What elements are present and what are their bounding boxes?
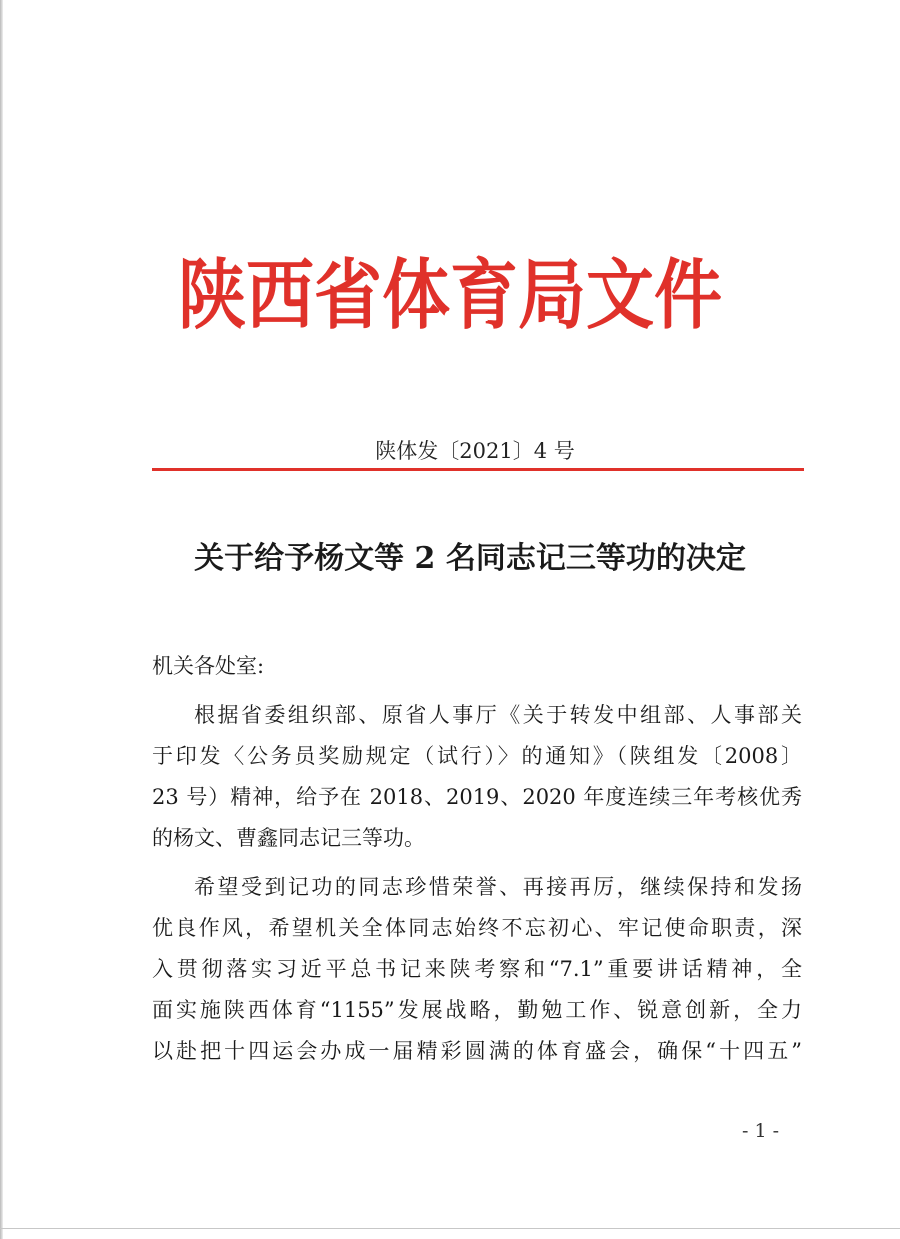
scan-bottom-line: [0, 1228, 900, 1229]
body-line: 于印发〈公务员奖励规定（试行）〉的通知》（陕组发〔2008〕: [152, 744, 802, 768]
document-number: 陕体发〔2021〕4 号: [375, 439, 575, 463]
salutation: 机关各处室:: [152, 654, 265, 678]
body-line: 以赴把十四运会办成一届精彩圆满的体育盛会，确保“十四五”: [152, 1039, 802, 1063]
red-divider-line: [152, 468, 804, 471]
page-number: - 1 -: [742, 1120, 780, 1142]
body-line: 优良作风，希望机关全体同志始终不忘初心、牢记使命职责，深: [152, 916, 802, 940]
body-line: 希望受到记功的同志珍惜荣誉、再接再厉，继续保持和发扬: [194, 875, 802, 899]
body-line: 面实施陕西体育“1155”发展战略，勤勉工作、锐意创新，全力: [152, 998, 802, 1022]
body-line: 23 号）精神，给予在 2018、2019、2020 年度连续三年考核优秀: [152, 785, 802, 809]
body-line: 入贯彻落实习近平总书记来陕考察和“7.1”重要讲话精神，全: [152, 957, 802, 981]
scan-edge: [0, 0, 3, 1239]
body-line: 根据省委组织部、原省人事厅《关于转发中组部、人事部关: [194, 703, 802, 727]
body-line: 的杨文、曹鑫同志记三等功。: [152, 826, 425, 850]
document-title: 关于给予杨文等 2 名同志记三等功的决定: [194, 541, 746, 576]
document-masthead: 陕西省体育局文件: [177, 252, 722, 341]
